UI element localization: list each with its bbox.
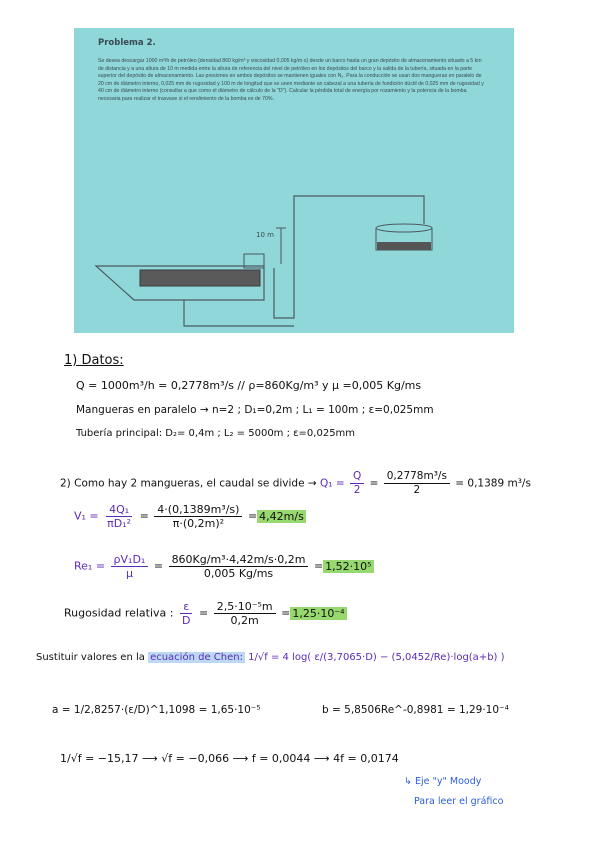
section1-heading: 1) Datos:	[64, 353, 124, 368]
rug-num2: 2,5·10⁻⁵m	[214, 600, 276, 614]
problem-title: Problema 2.	[98, 38, 156, 48]
re-num: ρV₁D₁	[111, 553, 149, 567]
a-equation: a = 1/2,8257·(ε/D)^1,1098 = 1,65·10⁻⁵	[52, 704, 261, 716]
problem-photo	[74, 28, 514, 333]
q1-result: = 0,1389 m³/s	[455, 477, 531, 490]
reynolds-result: 1,52·10⁵	[325, 559, 372, 573]
height-label: 10 m	[256, 231, 274, 239]
section2-intro: 2) Como hay 2 mangueras, el caudal se divide →	[60, 477, 317, 490]
q1-num2: 0,2778m³/s	[384, 470, 450, 484]
rug-num: ε	[180, 600, 192, 614]
data-line-2: Mangueras en paralelo → n=2 ; D₁=0,2m ; L₁ = 100m ; ε=0,025mm	[76, 404, 434, 416]
moody-note: ↳ Eje "y" Moody	[404, 776, 482, 787]
rug-den2: 0,2m	[230, 614, 259, 627]
chen-equation: 1/√f = 4 log( ε/(3,7065·D) − (5,0452/Re)·log(a+b) )	[248, 652, 505, 663]
tank-diagram	[74, 28, 514, 333]
rug-den: D	[182, 614, 191, 627]
q1-den2: 2	[413, 484, 421, 496]
roughness-label: Rugosidad relativa :	[64, 606, 174, 620]
data-line-3: Tubería principal: D₂= 0,4m ; L₂ = 5000m ; ε=0,025mm	[76, 428, 356, 439]
v-den2: π·(0,2m)²	[172, 517, 225, 530]
re-den: μ	[125, 567, 133, 580]
q1-mid: =	[369, 477, 379, 490]
v-lhs: V₁ =	[74, 509, 99, 523]
q1-lhs: Q₁ =	[320, 477, 345, 490]
problem-statement: Se desea descargar 1000 m³/h de petróleo (densidad 860 kg/m³ y viscosidad 0,005 kg/m·s) desde un barco hasta un gran depósito de almacenamiento situado a 5 km de distancia y a una altura de 10 m medida entre la altura de referencia del nivel de petróleo en los depósitos del barco y la salida de la tubería, situada en la parte superior del depósito de almacenamiento. Las presiones en ambos depósitos se mantienen iguales con N₂. Para la conducción se usan dos mangueras en paralelo de 20 cm de diámetro interno, 0,025 mm de rugosidad y 100 m de longitud que se unen mediante un cabezal a una tubería de fundición dúctil de 0,025 mm de rugosidad y 40 cm de diámetro interno (consultar a que como el diámetro de cálculo de la "D"). Calcular la pérdida total de energía por rozamiento y la potencia de la bomba necesaria para realizar el trasvase si el rendimiento de la bomba es de 70%.	[98, 58, 484, 102]
v-num2: 4·(0,1389m³/s)	[154, 503, 242, 517]
re-den2: 0,005 Kg/ms	[203, 567, 274, 580]
final-equation: 1/√f = −15,17 ⟶ √f = −0,066 ⟶ f = 0,0044 ⟶ 4f = 0,0174	[60, 752, 399, 765]
velocity-result: 4,42m/s	[259, 509, 304, 523]
q1-num: Q	[350, 470, 364, 484]
chen-highlight: ecuación de Chen:	[150, 652, 243, 663]
moody-note-2: Para leer el gráfico	[414, 796, 504, 807]
chen-intro: Sustituir valores en la	[36, 652, 145, 663]
re-num2: 860Kg/m³·4,42m/s·0,2m	[169, 553, 309, 567]
v-den: πD₁²	[107, 517, 132, 530]
data-line-1: Q = 1000m³/h = 0,2778m³/s // ρ=860Kg/m³ y μ =0,005 Kg/ms	[76, 379, 422, 392]
b-equation: b = 5,8506Re^-0,8981 = 1,29·10⁻⁴	[322, 704, 509, 716]
q1-den: 2	[353, 484, 361, 496]
v-num: 4Q₁	[106, 503, 132, 517]
roughness-result: 1,25·10⁻⁴	[292, 606, 345, 620]
re-lhs: Re₁ =	[74, 559, 106, 573]
